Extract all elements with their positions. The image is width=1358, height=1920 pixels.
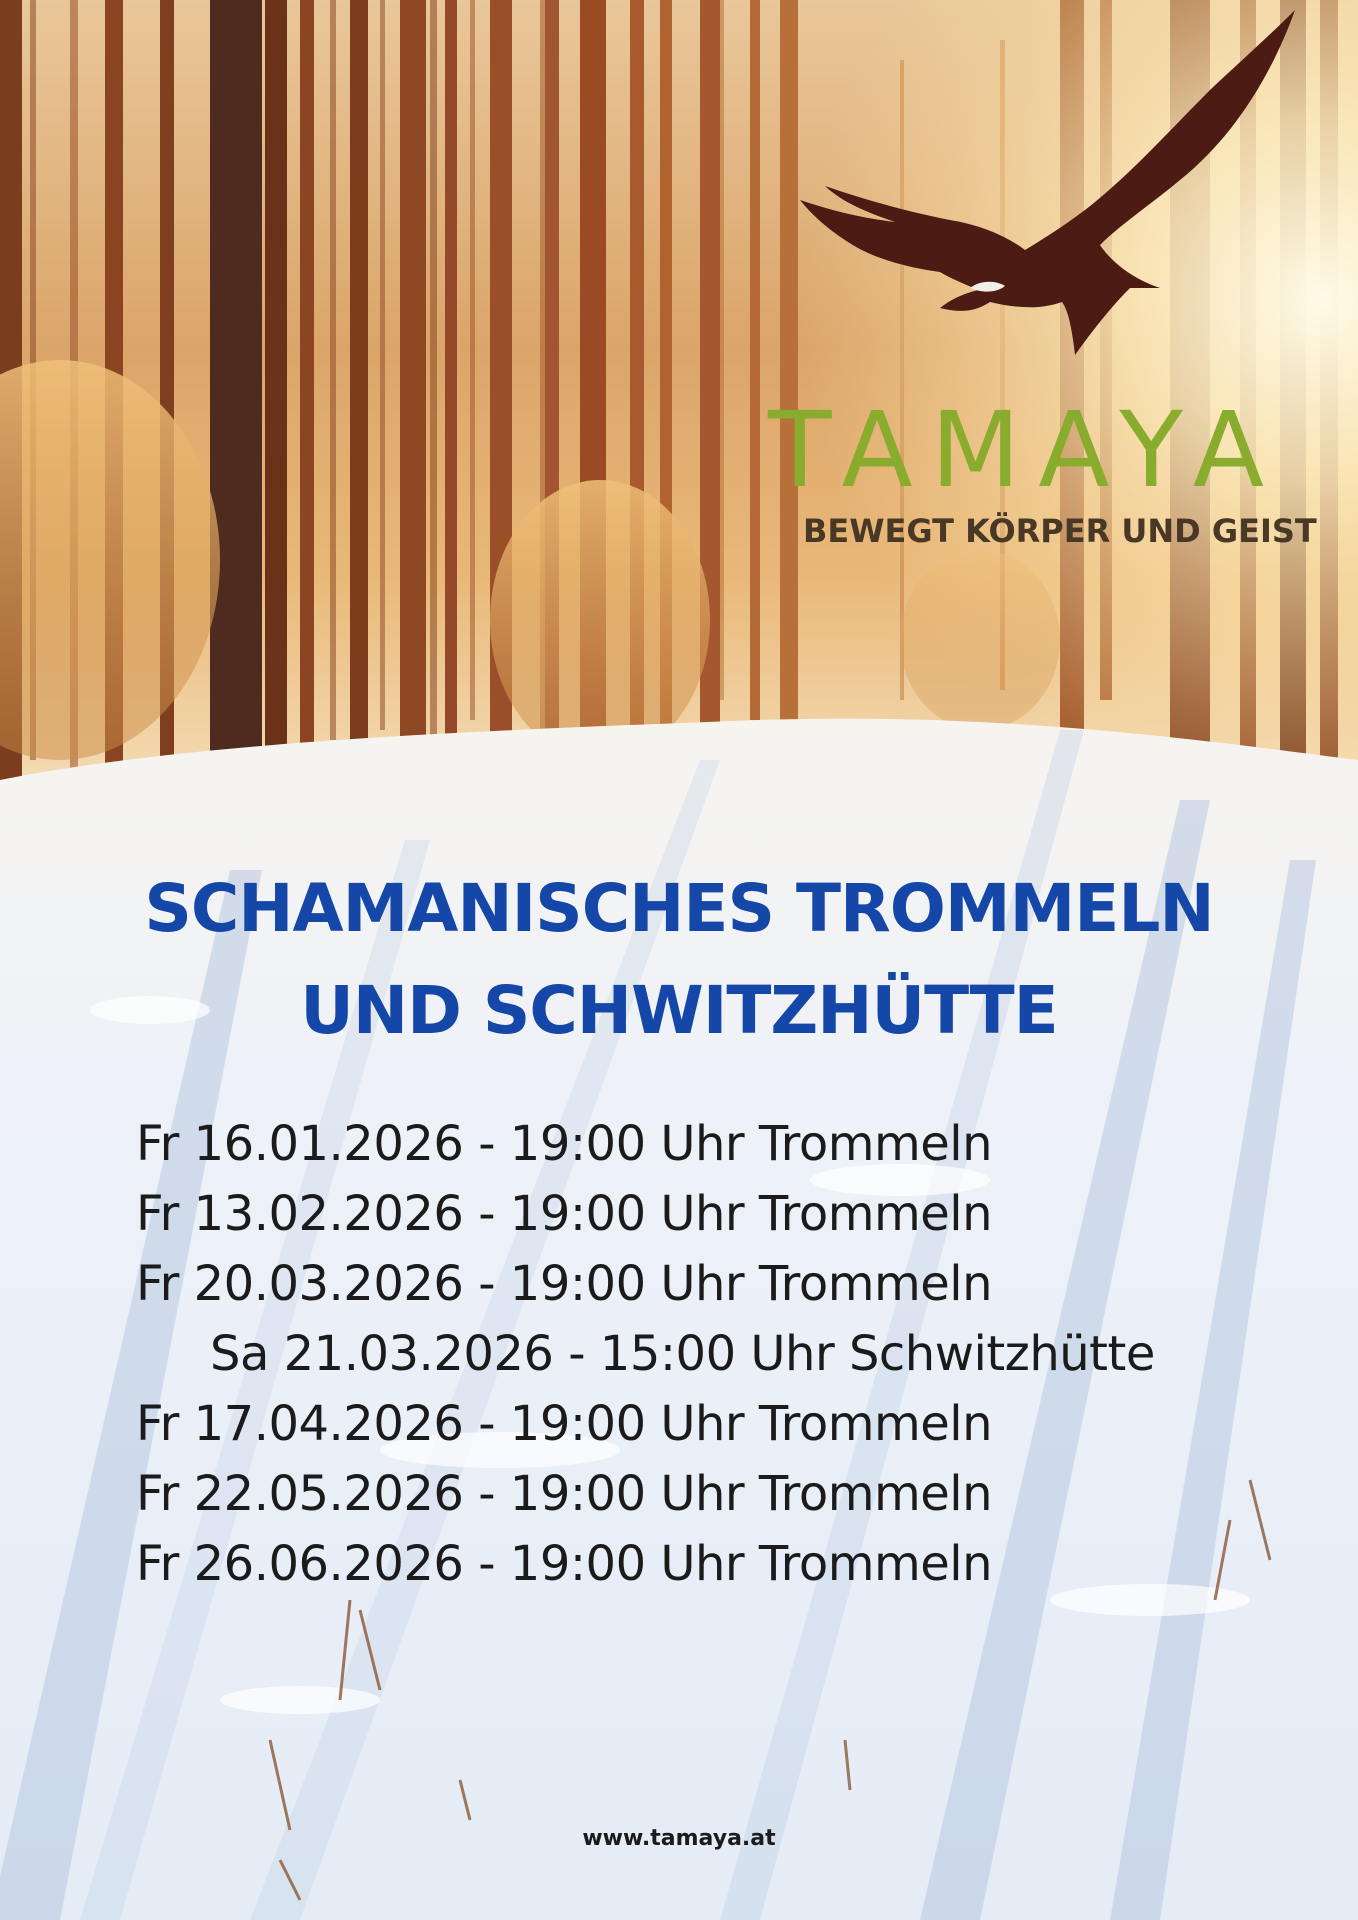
page-title-line-2: UND SCHWITZHÜTTE <box>300 972 1058 1049</box>
brand-tagline: BEWEGT KÖRPER UND GEIST <box>803 512 1317 550</box>
event-item: Fr 22.05.2026 - 19:00 Uhr Trommeln <box>136 1466 993 1522</box>
event-item: Fr 20.03.2026 - 19:00 Uhr Trommeln <box>136 1256 993 1312</box>
website-link[interactable]: www.tamaya.at <box>582 1826 776 1851</box>
event-item: Fr 16.01.2026 - 19:00 Uhr Trommeln <box>136 1116 993 1172</box>
brand-name: TAMAYA <box>768 389 1282 511</box>
event-item: Fr 17.04.2026 - 19:00 Uhr Trommeln <box>136 1396 993 1452</box>
event-item: Sa 21.03.2026 - 15:00 Uhr Schwitzhütte <box>210 1326 1155 1382</box>
event-item: Fr 13.02.2026 - 19:00 Uhr Trommeln <box>136 1186 993 1242</box>
page-title-line-1: SCHAMANISCHES TROMMELN <box>144 870 1214 947</box>
event-item: Fr 26.06.2026 - 19:00 Uhr Trommeln <box>136 1536 993 1592</box>
